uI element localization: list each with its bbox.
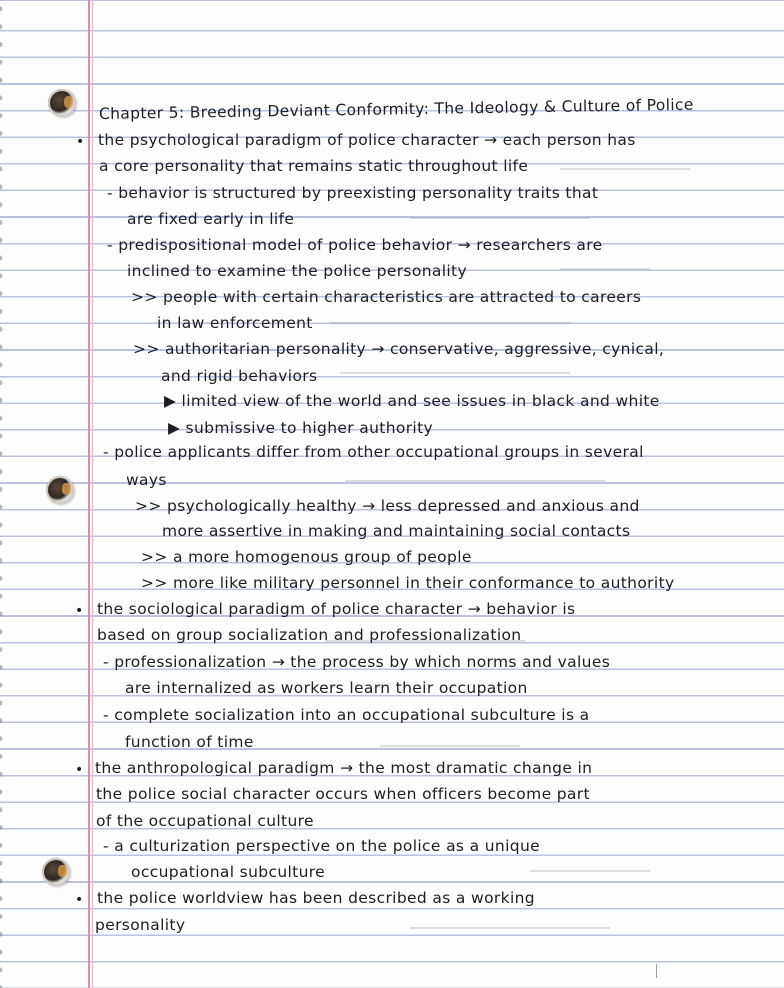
bullet-dot-icon: • [75,762,84,778]
note-line: >> a more homogenous group of people [141,548,472,566]
note-line: - professionalization → the process by which norms and values [103,653,611,671]
note-line: the police worldview has been described as a working [97,889,535,907]
note-line: - predispositional model of police behavior → researchers are [107,236,603,254]
note-line: in law enforcement [157,314,313,332]
note-line: - police applicants differ from other occupational groups in several [103,443,644,461]
note-line: the anthropological paradigm → the most dramatic change in [95,759,593,777]
note-line: the psychological paradigm of police character → each person has [98,131,636,149]
note-line: ▶ submissive to higher authority [168,419,434,437]
note-line: - complete socialization into an occupational subculture is a [103,706,590,724]
note-line: and rigid behaviors [161,367,318,385]
note-line: - behavior is structured by preexisting personality traits that [107,184,599,202]
note-line: the sociological paradigm of police character → behavior is [97,600,576,618]
note-line: ▶ limited view of the world and see issues in black and white [164,392,660,410]
note-line: inclined to examine the police personality [127,262,467,280]
note-line: are fixed early in life [127,210,295,228]
bullet-dot-icon: • [75,892,84,908]
note-line: based on group socialization and professionalization [97,626,522,644]
note-line: a core personality that remains static throughout life [99,157,529,175]
note-line: are internalized as workers learn their occupation [125,679,528,697]
note-line: - a culturization perspective on the police as a unique [103,837,541,855]
page-title: Chapter 5: Breeding Deviant Conformity: The Ideology & Culture of Police [98,95,694,123]
note-line: >> people with certain characteristics are attracted to careers [131,288,642,306]
bullet-dot-icon: • [75,603,84,619]
note-line: >> more like military personnel in their conformance to authority [141,574,675,592]
note-line: function of time [125,733,254,751]
note-line: the police social character occurs when officers become part [96,785,590,803]
note-line: of the occupational culture [96,812,314,830]
note-line: more assertive in making and maintaining social contacts [162,522,631,540]
note-line: occupational subculture [131,863,326,881]
note-line: >> psychologically healthy → less depressed and anxious and [135,497,640,515]
note-line: ways [126,471,167,489]
note-line: personality [95,916,186,934]
note-line: >> authoritarian personality → conservative, aggressive, cynical, [133,340,665,358]
bullet-dot-icon: • [76,134,85,150]
